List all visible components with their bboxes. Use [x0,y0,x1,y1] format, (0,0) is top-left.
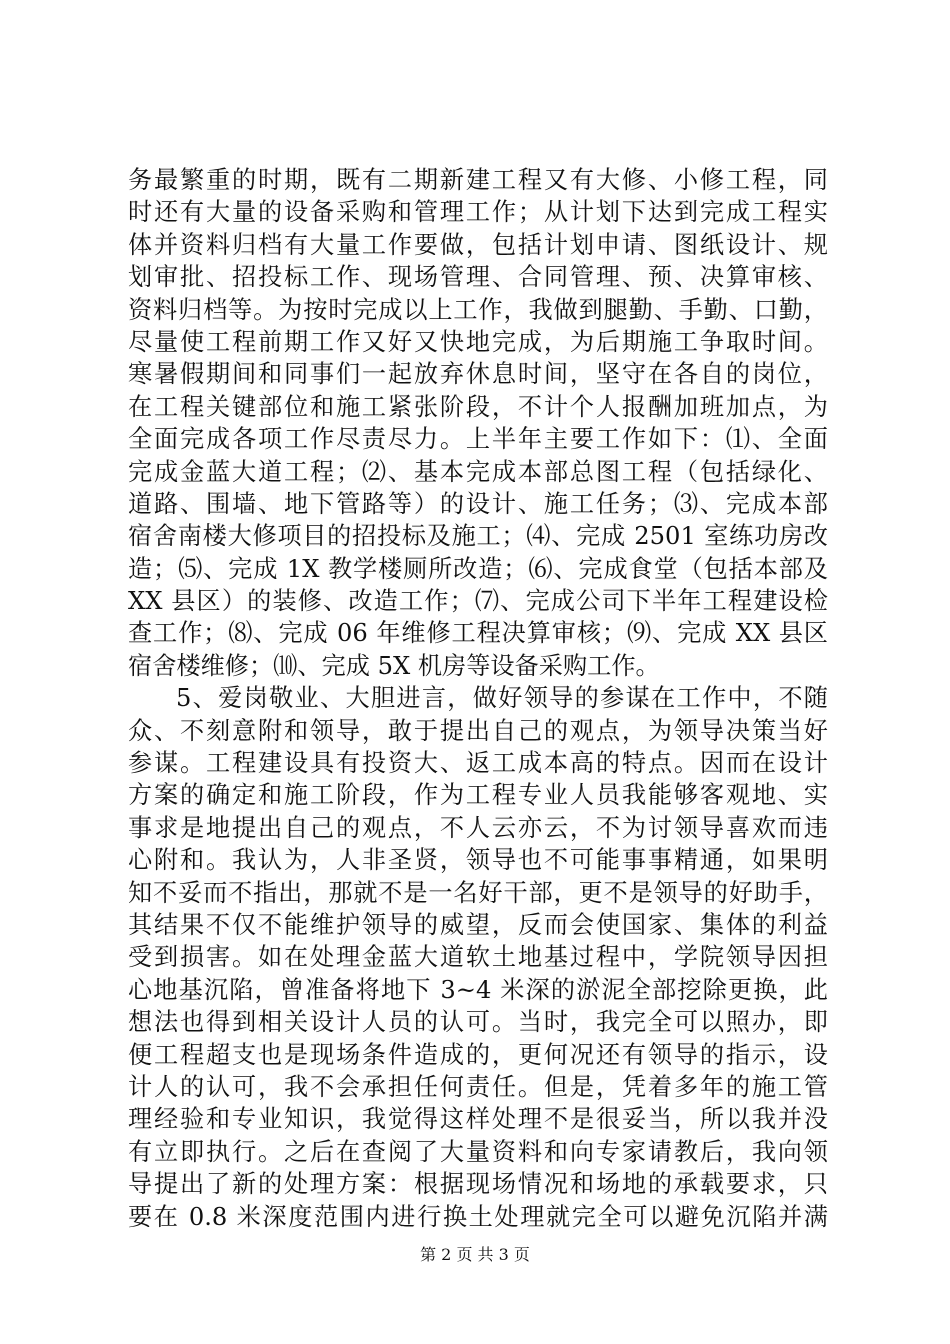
paragraph1-line: 查工作；⑻、完成 06 年维修工程决算审核；⑼、完成 XX 县区 [128,619,828,648]
paragraph2-line: 想法也得到相关设计人员的认可。当时，我完全可以照办，即 [128,1008,828,1037]
paragraph2-line: 心地基沉陷，曾准备将地下 3~4 米深的淤泥全部挖除更换，此 [128,975,828,1004]
paragraph2-line: 心附和。我认为，人非圣贤，领导也不可能事事精通，如果明 [128,846,828,875]
paragraph2-line: 方案的确定和施工阶段，作为工程专业人员我能够客观地、实 [128,781,828,810]
paragraph1-line: 宿舍楼维修；⑽、完成 5X 机房等设备采购工作。 [128,651,660,680]
paragraph2-line: 众、不刻意附和领导，敢于提出自己的观点，为领导决策当好 [128,716,828,745]
paragraph1-line: 体并资料归档有大量工作要做，包括计划申请、图纸设计、规 [128,230,828,259]
paragraph1-line: 道路、围墙、地下管路等）的设计、施工任务；⑶、完成本部 [128,489,828,518]
paragraph2-line: 事求是地提出自己的观点，不人云亦云，不为讨领导喜欢而违 [128,813,828,842]
paragraph2-line: 计人的认可，我不会承担任何责任。但是，凭着多年的施工管 [128,1072,828,1101]
paragraph2-line: 5、爱岗敬业、大胆进言，做好领导的参谋在工作中，不随 [176,684,828,713]
paragraph2-line: 知不妥而不指出，那就不是一名好干部，更不是领导的好助手， [128,878,828,907]
paragraph2-line: 受到损害。如在处理金蓝大道软土地基过程中，学院领导因担 [128,943,828,972]
paragraph2-line: 其结果不仅不能维护领导的威望，反而会使国家、集体的利益 [128,910,828,939]
paragraph2-line: 理经验和专业知识，我觉得这样处理不是很妥当，所以我并没 [128,1105,828,1134]
page-footer: 第 2 页 共 3 页 [420,1245,530,1264]
paragraph2-line: 参谋。工程建设具有投资大、返工成本高的特点。因而在设计 [128,749,828,778]
paragraph2-line: 有立即执行。之后在查阅了大量资料和向专家请教后，我向领 [128,1137,828,1166]
paragraph2-line: 导提出了新的处理方案：根据现场情况和场地的承载要求，只 [128,1170,828,1199]
paragraph1-line: 全面完成各项工作尽责尽力。上半年主要工作如下：⑴、全面 [128,425,828,454]
paragraph1-line: 时还有大量的设备采购和管理工作；从计划下达到完成工程实 [128,198,828,227]
paragraph1-line: 宿舍南楼大修项目的招投标及施工；⑷、完成 2501 室练功房改 [128,522,828,551]
paragraph1-line: 尽量使工程前期工作又好又快地完成，为后期施工争取时间。 [128,327,828,356]
paragraph1-line: 划审批、招投标工作、现场管理、合同管理、预、决算审核、 [128,263,828,292]
paragraph1-line: 造；⑸、完成 1X 教学楼厕所改造；⑹、完成食堂（包括本部及 [128,554,828,583]
body-text [128,164,828,1233]
paragraph1-line: 完成金蓝大道工程；⑵、基本完成本部总图工程（包括绿化、 [128,457,828,486]
paragraph1-line: 务最繁重的时期，既有二期新建工程又有大修、小修工程，同 [128,166,828,194]
paragraph2-line: 便工程超支也是现场条件造成的，更何况还有领导的指示，设 [128,1040,828,1069]
paragraph1-line: 寒暑假期间和同事们一起放弃休息时间，坚守在各自的岗位， [128,360,828,389]
paragraph1-line: 资料归档等。为按时完成以上工作，我做到腿勤、手勤、口勤， [128,295,828,324]
paragraph1-line: XX 县区）的装修、改造工作；⑺、完成公司下半年工程建设检 [128,587,828,616]
paragraph2-line: 要在 0.8 米深度范围内进行换土处理就完全可以避免沉陷并满 [128,1202,828,1231]
paragraph1-line: 在工程关键部位和施工紧张阶段，不计个人报酬加班加点，为 [128,392,828,421]
